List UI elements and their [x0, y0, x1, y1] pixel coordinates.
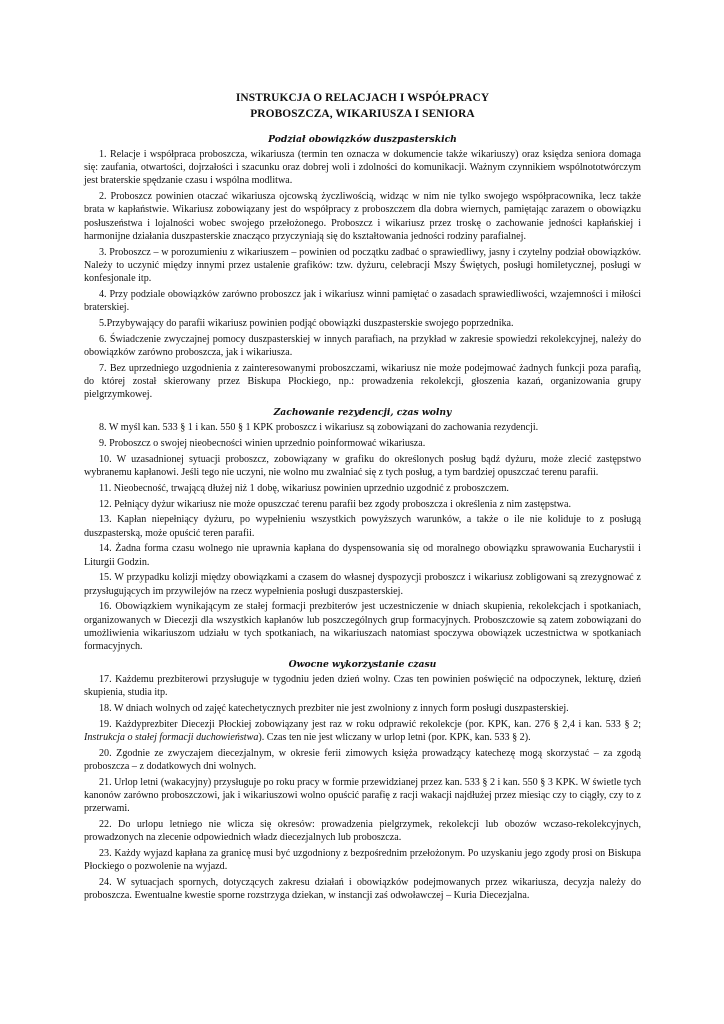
paragraph-15: 15. W przypadku kolizji między obowiązkami a czasem do własnej dyspozycji proboszcz i wikariusz zobligowani są zrezygnować z przysługujących im przywilejów na rzecz wypełnienia posługi duszpasterskiej.	[84, 572, 641, 597]
paragraph-3: 3. Proboszcz – w porozumieniu z wikariuszem – powinien od początku zadbać o sprawiedliwy, jasny i czytelny podział obowiązków. Należy to uczynić między innymi przez ustalenie grafików: tzw. dyżuru, celebracji Mszy Świętych, posługi homiletycznej, posługi w konfesjonale itp.	[84, 246, 641, 285]
paragraph-5: 5.Przybywający do parafii wikariusz powinien podjąć obowiązki duszpasterskie swojego poprzednika.	[99, 317, 514, 329]
paragraph-4: 4. Przy podziale obowiązków zarówno proboszcz jak i wikariusz winni pamiętać o zasadach sprawiedliwości, wzajemności i miłości braterskiej.	[84, 288, 641, 314]
paragraph-17: 17. Każdemu prezbiterowi przysługuje w tygodniu jeden dzień wolny. Czas ten powinien poświęcić na odpoczynek, lekturę, dzień skupienia, studia itp.	[84, 674, 641, 699]
document-title-line-2: PROBOSZCZA, WIKARIUSZA I SENIORA	[250, 108, 475, 120]
paragraph-19-lead: 19. Każdyprezbiter Diecezji Płockiej zobowiązany jest raz w roku odprawić rekolekcje (por. KPK, kan. 276 § 2,4 i kan. 533 § 2;	[99, 719, 641, 731]
paragraph-2: 2. Proboszcz powinien otaczać wikariusza ojcowską życzliwością, widząc w nim nie tylko swojego współpracownika, lecz także brata w kapłaństwie. Wikariusz zobowiązany jest do współpracy z proboszczem dla dobra wiernych, pamiętając zarazem o obowiązku posłuszeństwa i lojalności wobec swojego przełożonego. Proboszcz i wikariusz przez troskę o zachowanie jedności kapłańskiej i harmonijne działania duszpasterskie znacząco przyczyniają się do kształtowania jedności rodziny parafialnej.	[84, 191, 641, 242]
paragraph-8: 8. W myśl kan. 533 § 1 i kan. 550 § 1 KPK proboszcz i wikariusz są zobowiązani do zachowania rezydencji.	[99, 422, 539, 434]
paragraph-19-italic-title: Instrukcja o stałej formacji duchowieństwa	[84, 732, 259, 744]
paragraph-23: 23. Każdy wyjazd kapłana za granicę musi być uzgodniony z bezpośrednim przełożonym. Po uzyskaniu jego zgody prosi on Biskupa Płockiego o pozwolenie na wyjazd.	[84, 848, 641, 873]
document-title-line-1: INSTRUKCJA O RELACJACH I WSPÓŁPRACY	[235, 92, 490, 104]
paragraph-18: 18. W dniach wolnych od zajęć katechetycznych prezbiter nie jest zwolniony z innych form posługi duszpasterskiej.	[99, 703, 569, 715]
paragraph-19	[84, 718, 641, 744]
paragraph-14: 14. Żadna forma czasu wolnego nie uprawnia kapłana do dyspensowania się od moralnego obowiązku sprawowania Eucharystii i Liturgii Godzin.	[84, 543, 641, 568]
paragraph-6: 6. Świadczenie zwyczajnej pomocy duszpasterskiej w innych parafiach, na przykład w zakresie spowiedzi rekolekcyjnej, należy do obowiązków zarówno proboszcza, jak i wikariusza.	[84, 333, 641, 358]
paragraph-24: 24. W sytuacjach spornych, dotyczących zakresu działań i obowiązków podejmowanych przez wikariusza, decyzja należy do proboszcza. Ewentualne kwestie sporne rozstrzyga dziekan, w instancji zaś odwoławczej – Kuria Diecezjalna.	[84, 877, 641, 902]
section-heading-duties: Podział obowiązków duszpasterskich	[268, 134, 457, 145]
paragraph-11: 11. Nieobecność, trwającą dłużej niż 1 dobę, wikariusz powinien uprzednio uzgodnić z proboszczem.	[99, 482, 509, 494]
paragraph-21: 21. Urlop letni (wakacyjny) przysługuje po roku pracy w formie przewidzianej przez kan. 533 § 2 i kan. 550 § 3 KPK. W świetle tych kanonów zarówno proboszczowi, jak i wikariuszowi wolno opuścić parafię z racji wakacji najdłużej przez miesiąc czy to ciągły, czy to z przerwami.	[84, 777, 641, 815]
paragraph-19-tail: ). Czas ten nie jest wliczany w urlop letni (por. KPK, kan. 533 § 2).	[258, 732, 531, 744]
paragraph-20: 20. Zgodnie ze zwyczajem diecezjalnym, w okresie ferii zimowych księża prowadzący katechezę mogą skorzystać – za zgodą proboszcza – z dodatkowych dni wolnych.	[84, 748, 641, 773]
paragraph-7: 7. Bez uprzedniego uzgodnienia z zainteresowanymi proboszczami, wikariusz nie może podejmować żadnych funkcji poza parafią, do której został skierowany przez Biskupa Płockiego, np.: prowadzenia rekolekcji, głoszenia kazań, organizowania grupy pielgrzymkowej.	[84, 362, 641, 401]
paragraph-9: 9. Proboszcz o swojej nieobecności winien uprzednio poinformować wikariusza.	[99, 438, 426, 450]
paragraph-12: 12. Pełniący dyżur wikariusz nie może opuszczać terenu parafii bez zgody proboszcza i określenia z nim zastępstwa.	[99, 498, 571, 510]
document-page	[84, 90, 641, 905]
section-heading-residence: Zachowanie rezydencji, czas wolny	[273, 407, 452, 419]
paragraph-10: 10. W uzasadnionej sytuacji proboszcz, zobowiązany w grafiku do określonych posług bądź dyżuru, może zlecić zastępstwo wybranemu kapłanowi. Jeśli tego nie uczyni, nie wolno mu zwalniać się z tych posług, a tym bardziej opuszczać terenu parafii.	[84, 453, 641, 479]
paragraph-13: 13. Kapłan niepełniący dyżuru, po wypełnieniu wszystkich powyższych warunków, a także o ile nie koliduje to z posługą duszpasterską, może opuścić teren parafii.	[84, 514, 641, 539]
paragraph-22: 22. Do urlopu letniego nie wlicza się okresów: prowadzenia pielgrzymek, rekolekcji lub obozów wczaso-rekolekcyjnych, prowadzonych na zlecenie odpowiednich władz diecezjalnych lub proboszcza.	[84, 819, 641, 844]
section-heading-time-use: Owocne wykorzystanie czasu	[288, 659, 437, 671]
paragraph-1: 1. Relacje i współpraca proboszcza, wikariusza (termin ten oznacza w dokumencie także wikariuszy) oraz księdza seniora domaga się: zaufania, otwartości, dojrzałości i szacunku oraz dobrej woli i zdolności do komunikacji. Ważnym czynnikiem wspólnototwórczym jest braterskie spędzanie czasu i wspólna modlitwa.	[84, 149, 641, 187]
paragraph-16: 16. Obowiązkiem wynikającym ze stałej formacji prezbiterów jest uczestniczenie w dniach skupienia, rekolekcjach i spotkaniach, organizowanych w Diecezji dla wszystkich kapłanów lub poszczególnych grup formacyjnych. Proboszczowie są zatem zobowiązani do umożliwienia wikariuszom udziału w tych spotkaniach, na wikariuszach natomiast spoczywa obowiązek uczestnictwa w spotkaniach formacyjnych.	[84, 601, 641, 653]
